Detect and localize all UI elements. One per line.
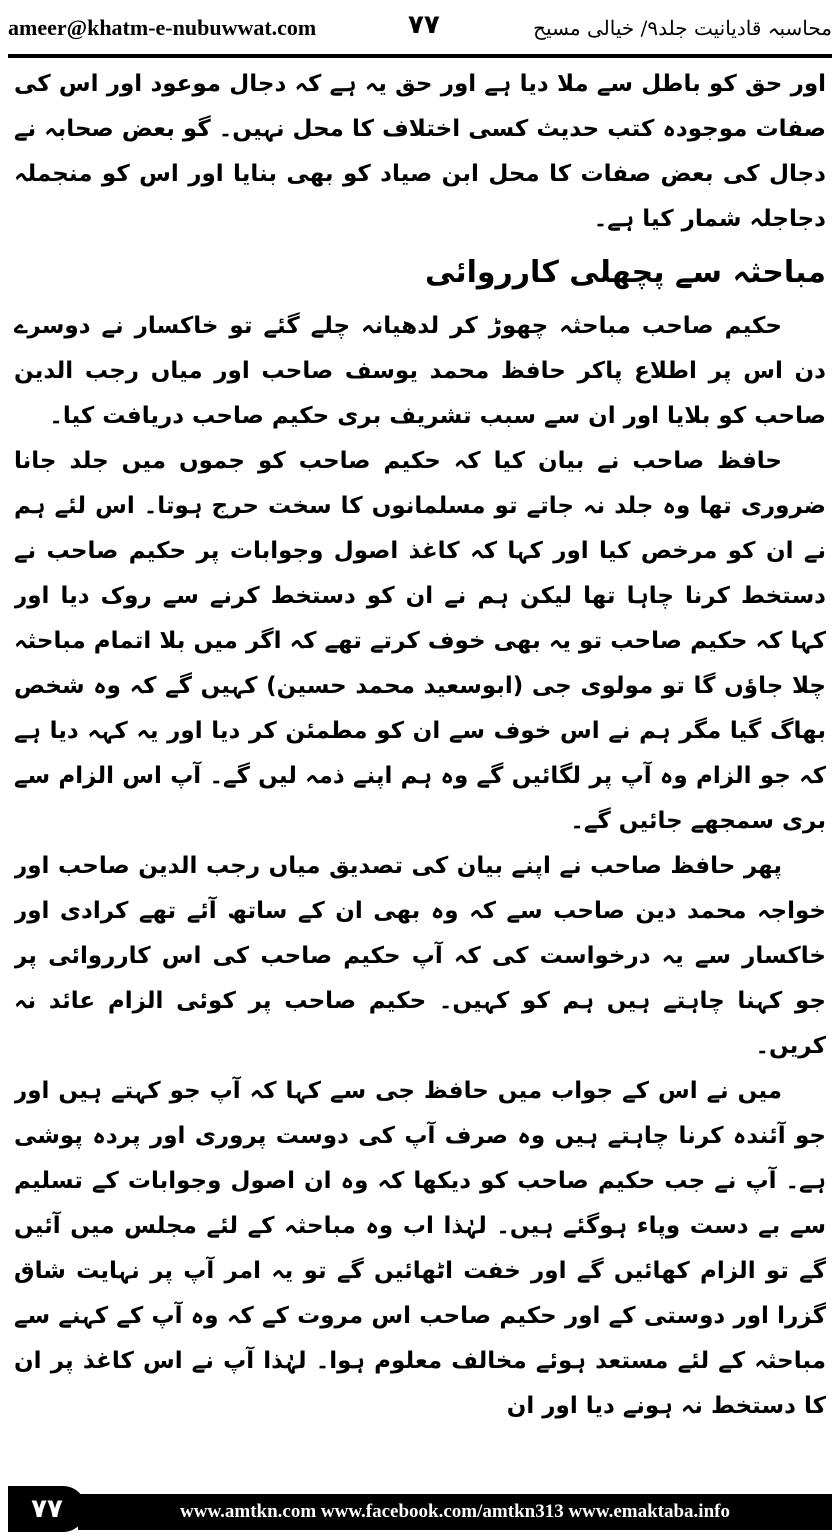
paragraph: اور حق کو باطل سے ملا دیا ہے اور حق یہ ہے کہ دجال موعود اور اس کی صفات موجودہ کتب حدیث کسی اختلاف کا محل نہیں۔ گو بعض صحابہ نے دجال کی بعض صفات کا محل ابن صیاد کو بھی بنایا اور اس کو منجملہ دجاجلہ شمار کیا ہے۔ — [14, 71, 826, 232]
header-divider — [8, 54, 832, 58]
paragraph: میں نے اس کے جواب میں حافظ جی سے کہا کہ آپ جو کہتے ہیں اور جو آئندہ کرنا چاہتے ہیں وہ صرف آپ کی دوست پروری اور پردہ پوشی ہے۔ آپ نے جب حکیم صاحب کو دیکھا کہ وہ ان اصول وجوابات کے تسلیم سے بے دست وپاء ہوگئے ہیں۔ لہٰذا اب وہ مباحثہ کے لئے مجلس میں آئیں گے تو الزام کھائیں گے اور خفت اٹھائیں گے تو یہ امر آپ پر نہایت شاق گزرا اور دوستی کے اور حکیم صاحب اس مروت کے کہ وہ آپ کے کہنے سے مباحثہ کے لئے مستعد ہوئے مخالف معلوم ہوا۔ لہٰذا آپ نے اس کاغذ پر ان کا دستخط نہ ہونے دیا اور ان — [14, 1078, 826, 1419]
footer-links: www.amtkn.com www.facebook.com/amtkn313 www.emaktaba.info — [78, 1494, 832, 1530]
section-heading: مباحثہ سے پچھلی کارروائی — [424, 255, 826, 290]
paragraph: حافظ صاحب نے بیان کیا کہ حکیم صاحب کو جموں میں جلد جانا ضروری تھا وہ جلد نہ جاتے تو مسلمانوں کا سخت حرج ہوتا۔ اس لئے ہم نے ان کو مرخص کیا اور کہا کہ کاغذ اصول وجوابات پر حکیم صاحب نے دستخط کرنا چاہا تھا لیکن ہم نے ان کو دستخط کرنے سے روک دیا اور کہا کہ حکیم صاحب تو یہ بھی خوف کرتے تھے کہ اگر میں بلا اتمام مباحثہ چلا جاؤں گا تو مولوی جی (ابوسعید محمد حسین) کہیں گے کہ وہ شخص بھاگ گیا مگر ہم نے اس خوف سے ان کو مطمئن کر دیا اور یہ کہہ دیا ہے کہ جو الزام وہ آپ پر لگائیں گے وہ ہم اپنے ذمہ لیں گے۔ آپ اس الزام سے بری سمجھے جائیں گے۔ — [14, 448, 826, 834]
page-footer — [8, 1486, 832, 1534]
paragraph: حکیم صاحب مباحثہ چھوڑ کر لدھیانہ چلے گئے تو خاکسار نے دوسرے دن اس پر اطلاع پاکر حافظ محمد یوسف صاحب اور میاں رجب الدین صاحب کو بلایا اور ان سے سبب تشریف بری حکیم صاحب دریافت کیا۔ — [14, 313, 826, 429]
footer-page-number: ۷۷ — [8, 1486, 86, 1532]
page-header — [8, 6, 832, 50]
header-email: ameer@khatm-e-nubuwwat.com — [8, 15, 317, 40]
header-title: محاسبہ قادیانیت جلد۹/ خیالی مسیح — [533, 16, 832, 40]
header-page-number: ۷۷ — [408, 10, 440, 40]
page-body — [14, 62, 826, 1480]
paragraph: پھر حافظ صاحب نے اپنے بیان کی تصدیق میاں رجب الدین صاحب اور خواجہ محمد دین صاحب سے کہ وہ بھی ان کے ساتھ آئے تھے کرادی اور خاکسار سے یہ درخواست کی کہ آپ حکیم صاحب کی اس کارروائی پر جو کہنا چاہتے ہیں ہم کو کہیں۔ حکیم صاحب پر کوئی الزام عائد نہ کریں۔ — [14, 853, 826, 1059]
